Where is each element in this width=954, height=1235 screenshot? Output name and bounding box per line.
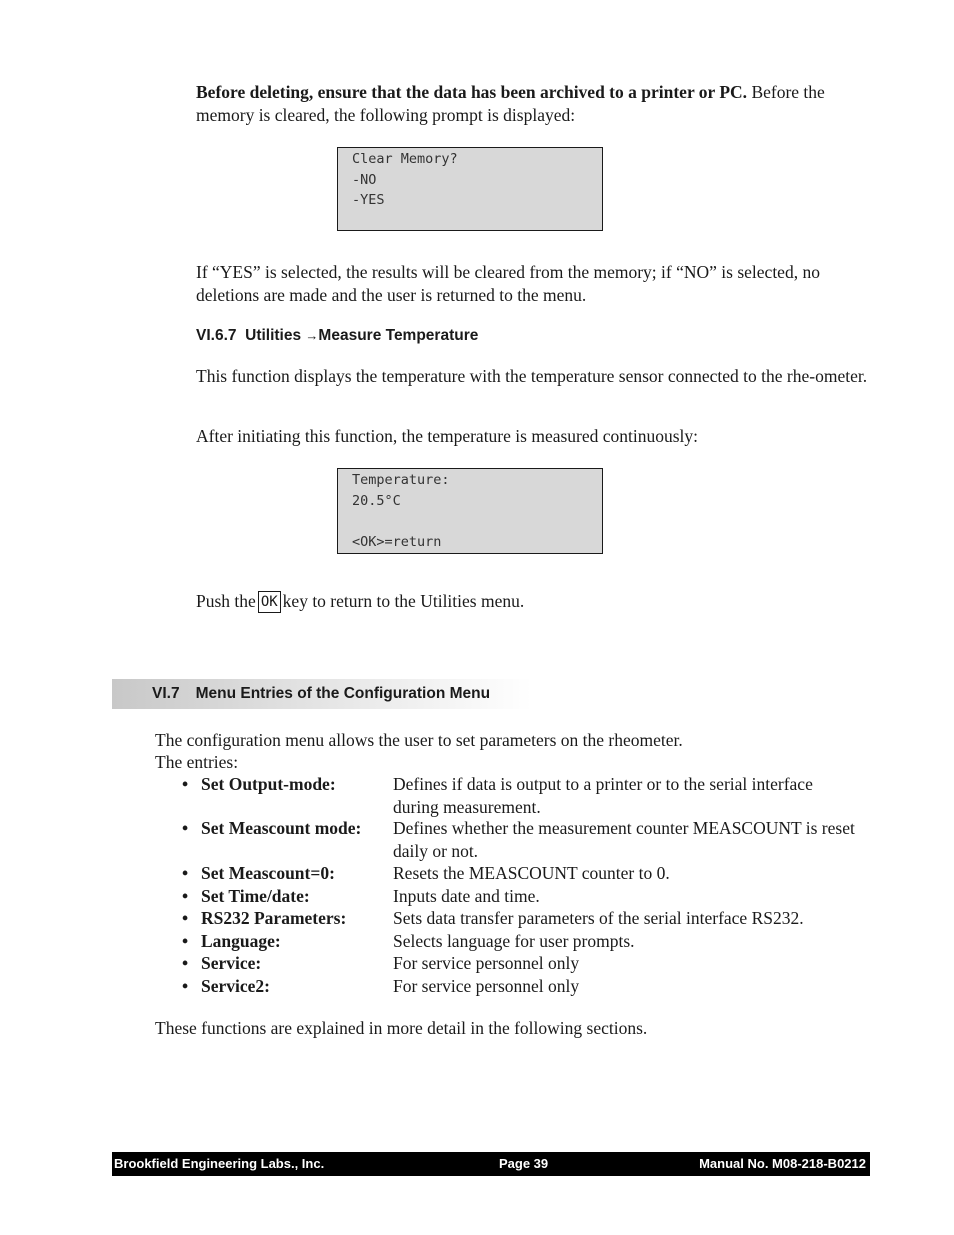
lcd-line: -YES <box>352 192 385 208</box>
lcd-clear-memory-display <box>337 147 603 231</box>
list-item <box>182 930 862 953</box>
lcd-temperature-display <box>337 468 603 554</box>
entries-list <box>182 773 862 997</box>
list-item <box>182 975 862 998</box>
arrow-icon: → <box>305 328 319 343</box>
entry-desc: Resets the MEASCOUNT counter to 0. <box>393 863 670 883</box>
entry-name: Set Time/date: <box>201 885 310 906</box>
push-text-before: Push the <box>196 591 256 611</box>
entry-desc: Selects language for user prompts. <box>393 930 635 951</box>
entry-desc: Inputs date and time. <box>393 885 540 906</box>
ok-key-icon: OK <box>258 591 281 613</box>
push-text-after: key to return to the Utilities menu. <box>282 591 525 611</box>
bullet-icon: • <box>182 863 189 883</box>
entry-desc: Sets data transfer parameters of the serial interface RS232. <box>393 908 804 928</box>
bullet-icon: • <box>182 953 189 973</box>
after-clear-paragraph: If “YES” is selected, the results will be cleared from the memory; if “NO” is selected, no deletions are made and the user is returned to the menu. <box>196 262 820 305</box>
entry-desc: For service personnel only <box>393 953 580 973</box>
intro-paragraph <box>196 81 876 126</box>
entries-label: The entries: <box>155 752 239 772</box>
bullet-icon: • <box>182 975 189 996</box>
lcd-line: -NO <box>352 171 377 188</box>
subsection-title-b: Measure Temperature <box>318 327 479 344</box>
subsection-title-a: Utilities <box>245 327 302 344</box>
list-item <box>182 885 862 908</box>
entry-name: Set Meascount mode: <box>201 818 362 838</box>
bullet-icon: • <box>182 908 189 928</box>
section-heading <box>152 685 490 703</box>
entry-name: Service2: <box>201 975 270 996</box>
footer-company: Brookfield Engineering Labs., Inc. <box>114 1156 325 1171</box>
entry-desc: For service personnel only <box>393 975 580 996</box>
intro-warning: Before deleting, ensure that the data has been archived to a printer or PC. <box>196 82 748 102</box>
config-intro-paragraph: The configuration menu allows the user to set parameters on the rheometer. <box>155 730 683 750</box>
section-title: Menu Entries of the Configuration Menu <box>195 685 491 702</box>
lcd-line: Temperature: <box>352 472 450 488</box>
list-item <box>182 773 862 817</box>
lcd-line: Clear Memory? <box>352 151 458 167</box>
temp-desc-paragraph: This function displays the temperature with the temperature sensor connected to the rhe-ometer. <box>196 366 868 386</box>
entry-name: Set Output-mode: <box>201 774 336 794</box>
entry-name: Service: <box>201 953 262 973</box>
temp-after-paragraph: After initiating this function, the temperature is measured continuously: <box>196 426 699 446</box>
bullet-icon: • <box>182 774 189 794</box>
page-footer <box>112 1152 870 1176</box>
bullet-icon: • <box>182 818 189 838</box>
subsection-number: VI.6.7 <box>196 327 237 344</box>
list-item <box>182 952 862 975</box>
footer-manual-number: Manual No. M08-218-B0212 <box>699 1156 866 1171</box>
intro-text: Before the memory is cleared, the following prompt is displayed: <box>196 82 825 125</box>
footer-page-number: Page 39 <box>499 1156 549 1171</box>
lcd-line: <OK>=return <box>352 533 442 550</box>
bullet-icon: • <box>182 885 189 906</box>
lcd-line <box>352 511 602 532</box>
section-number: VI.7 <box>152 685 180 702</box>
push-ok-paragraph <box>196 590 868 613</box>
entry-desc: Defines if data is output to a printer or to the serial interface during measurement. <box>393 774 813 817</box>
list-item <box>182 862 862 885</box>
closing-paragraph: These functions are explained in more detail in the following sections. <box>155 1018 648 1038</box>
lcd-line: 20.5°C <box>352 492 401 509</box>
entry-name: Set Meascount=0: <box>201 863 335 883</box>
bullet-icon: • <box>182 930 189 951</box>
entry-name: RS232 Parameters: <box>201 908 347 928</box>
entry-desc: Defines whether the measurement counter MEASCOUNT is reset daily or not. <box>393 818 855 861</box>
list-item <box>182 907 862 930</box>
list-item <box>182 817 862 862</box>
entry-name: Language: <box>201 930 281 951</box>
subsection-heading <box>196 327 478 345</box>
